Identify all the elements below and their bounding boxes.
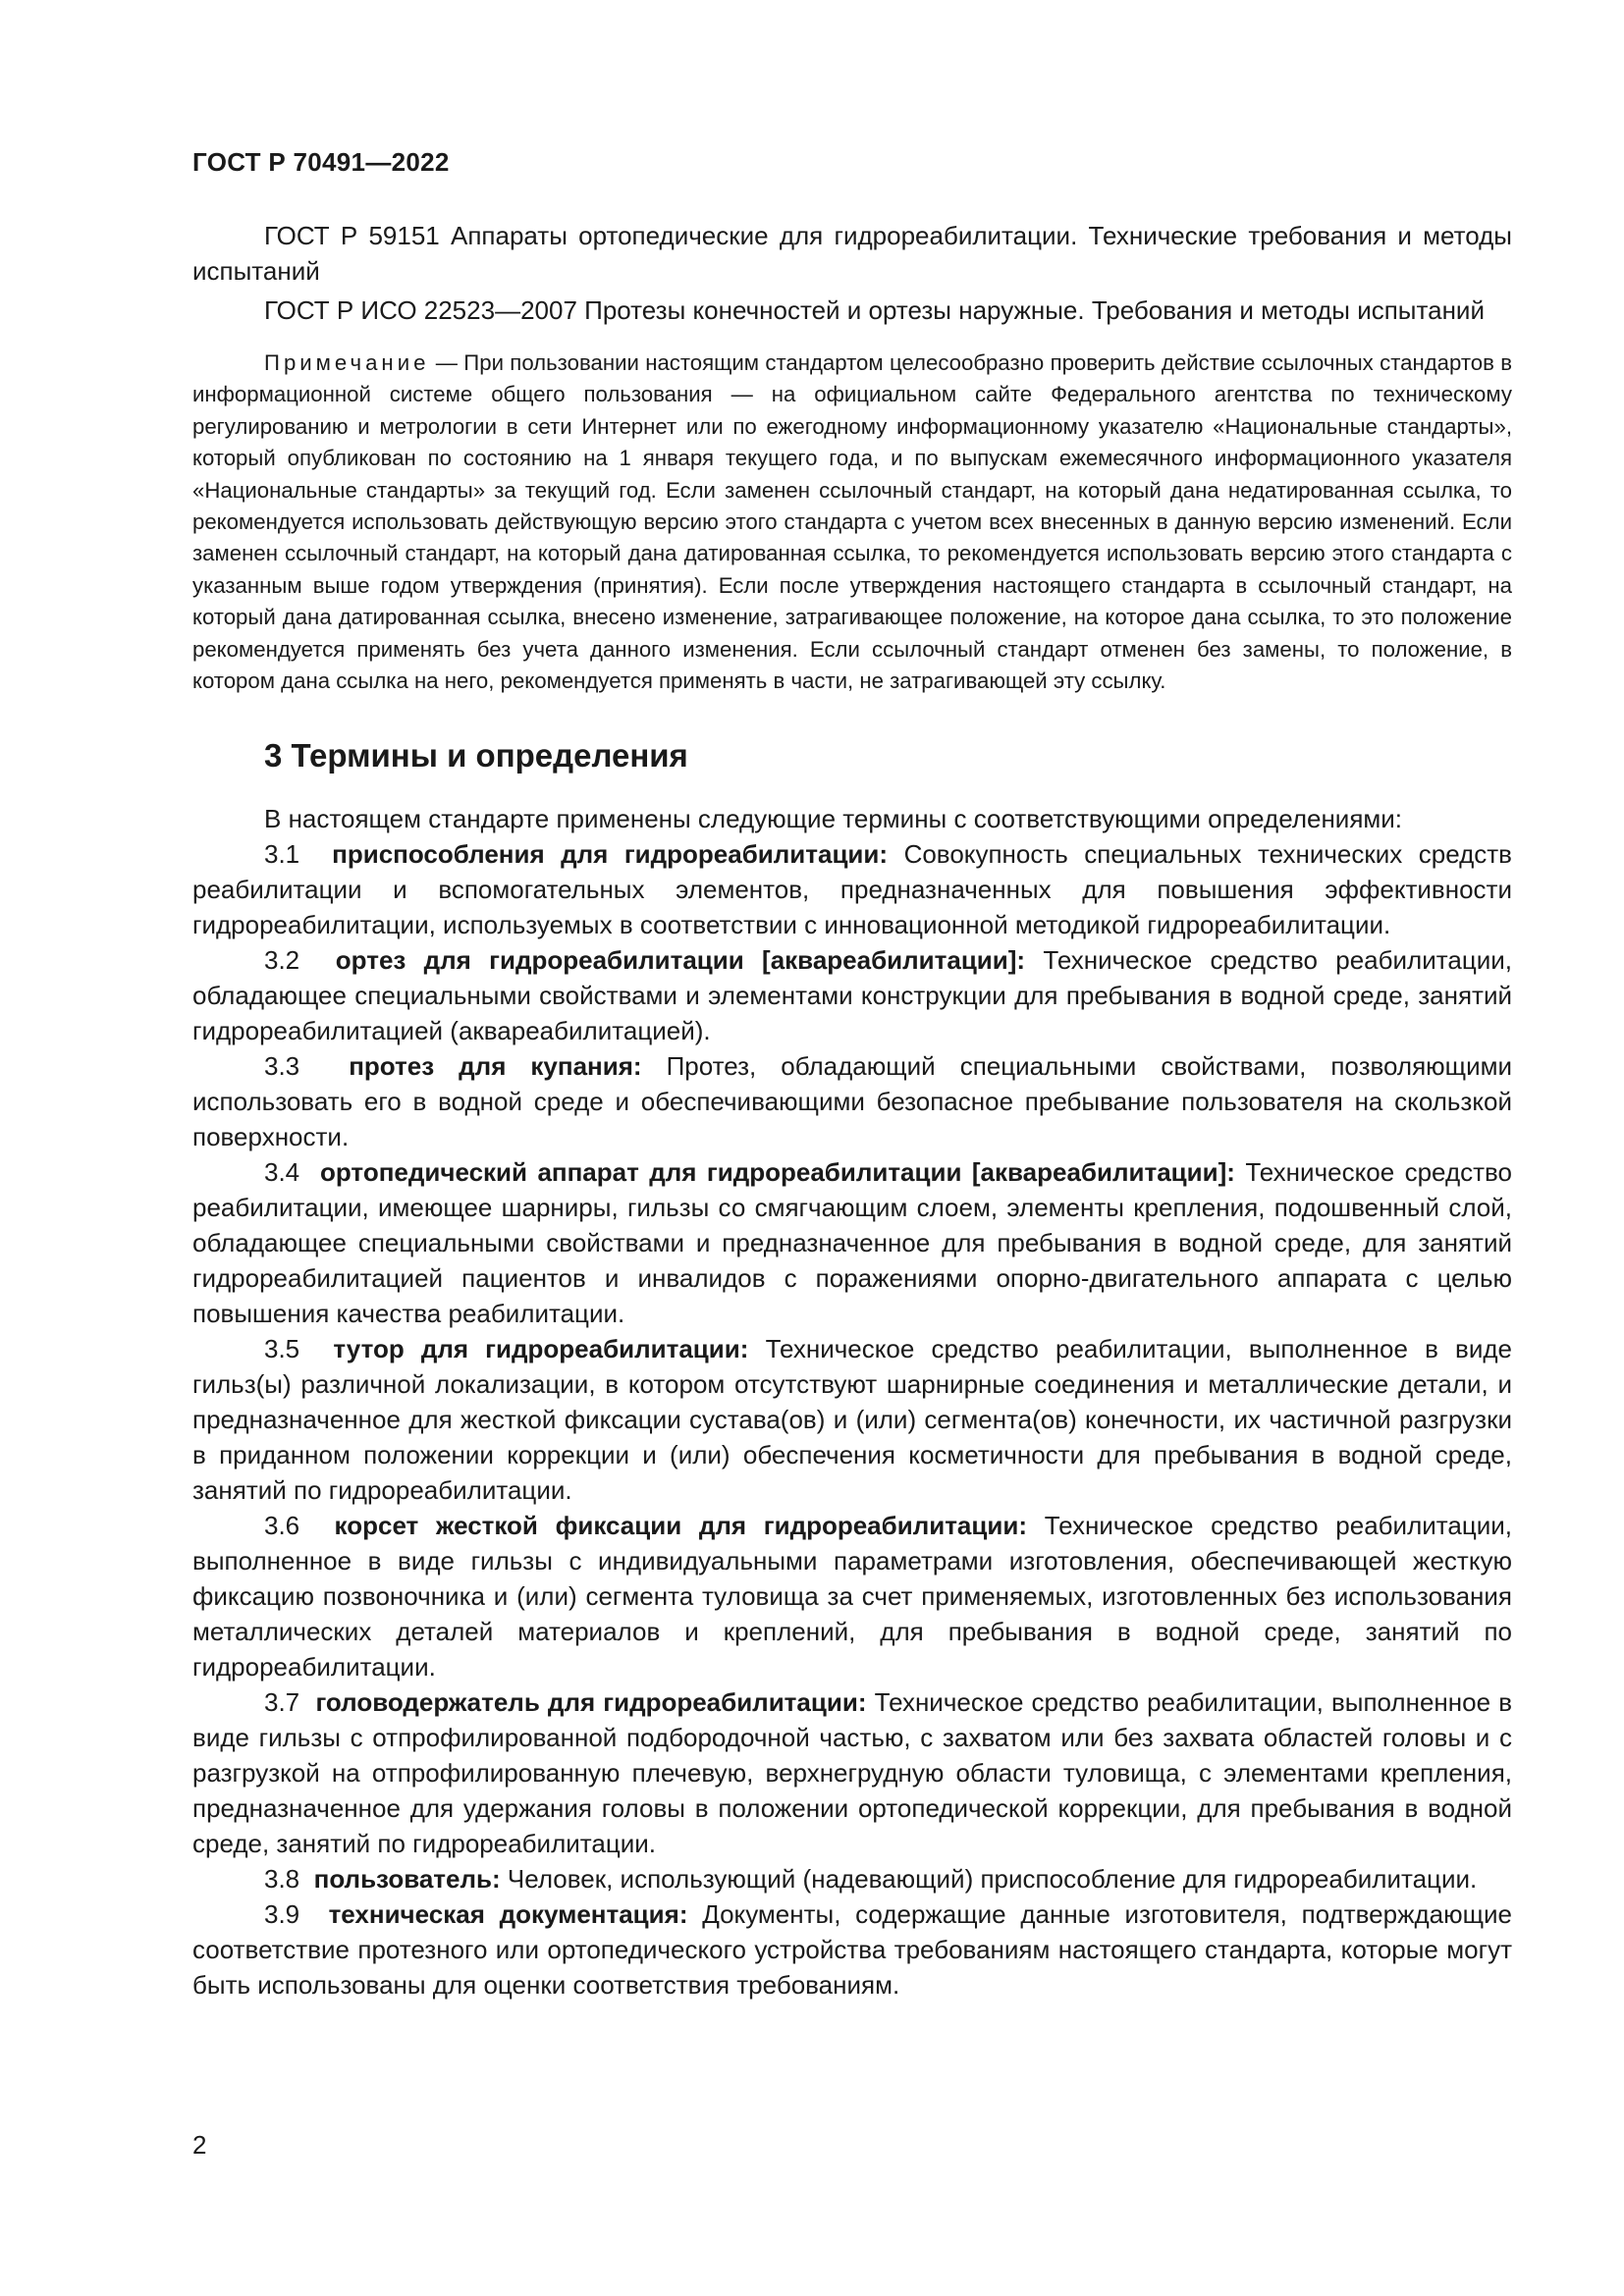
term-name: протез для купания: [349, 1051, 642, 1082]
term-definition [192, 1331, 1512, 1508]
term-number: 3.6 [264, 1511, 300, 1541]
document-body [192, 218, 1512, 2002]
note-label: Примечание [264, 350, 430, 375]
term-text: Документы, содержащие данные изготовителя, подтверждающие соответствие протезного или ортопедического устройства требованиям настоящего стандарта, которые могут быть использованы для оценки соответствия требованиям. [192, 1899, 1512, 2001]
term-number: 3.8 [264, 1864, 300, 1895]
section-intro: В настоящем стандарте применены следующие термины с соответствующими определениями: [264, 804, 1403, 834]
section-heading: 3 Термины и определения [264, 737, 688, 774]
page-number: 2 [192, 2130, 207, 2160]
term-name: ортопедический аппарат для гидрореабилитации [аквареабилитации]: [320, 1157, 1235, 1188]
term-number: 3.7 [264, 1687, 300, 1718]
term-name: головодержатель для гидрореабилитации: [315, 1687, 867, 1718]
term-number: 3.5 [264, 1334, 300, 1364]
term-name: пользователь: [313, 1864, 501, 1895]
term-name: приспособления для гидрореабилитации: [332, 839, 889, 870]
term-text: Техническое средство реабилитации, выполненное в виде гильзы с отпрофилированной подбородочной частью, с захватом или без захвата областей головы и с разгрузкой на отпрофилированную плечевую, верхнегрудную области туловища, с элементами крепления, предназначенное для удержания головы в положении ортопедической коррекции, для пребывания в водной среде, занятий по гидрореабилитации. [192, 1687, 1513, 1859]
term-definition [192, 1508, 1512, 1684]
term-text: Техническое средство реабилитации, выполненное в виде гильз(ы) различной локализации, в котором отсутствуют шарнирные соединения и металлические детали, и предназначенное для жесткой фиксации сустава(ов) и (или) сегмента(ов) конечности, их частичной разгрузки в приданном положении коррекции и (или) обеспечения косметичности для пребывания в водной среде, занятий по гидрореабилитации. [192, 1334, 1512, 1506]
term-text: Техническое средство реабилитации, обладающее специальными свойствами и элементами конструкции для пребывания в водной среде, занятий гидрореабилитацией (аквареабилитацией). [192, 945, 1512, 1046]
term-definition [192, 1048, 1512, 1154]
term-text: Протез, обладающий специальными свойствами, позволяющими использовать его в водной среде и обеспечивающими безопасное пребывание пользователя на скользкой поверхности. [192, 1051, 1512, 1152]
term-number: 3.9 [264, 1899, 300, 1930]
term-definition [192, 1861, 1512, 1896]
term-name: тутор для гидрореабилитации: [333, 1334, 749, 1364]
term-definition [192, 1896, 1512, 2002]
term-number: 3.1 [264, 839, 300, 870]
term-text: Человек, использующий (надевающий) приспособление для гидрореабилитации. [507, 1864, 1478, 1895]
term-name: техническая документация: [328, 1899, 688, 1930]
term-name: корсет жесткой фиксации для гидрореабилитации: [334, 1511, 1027, 1541]
term-text: Техническое средство реабилитации, имеющее шарниры, гильзы со смягчающим слоем, элементы крепления, подошвенный слой, обладающее специальными свойствами и предназначенное для пребывания в водной среде, для занятий гидрореабилитацией пациентов и инвалидов с поражениями опорно-двигательного аппарата с целью повышения качества реабилитации. [192, 1157, 1512, 1329]
term-number: 3.2 [264, 945, 300, 976]
term-number: 3.3 [264, 1051, 300, 1082]
reference-item: ГОСТ Р ИСО 22523—2007 Протезы конечностей и ортезы наружные. Требования и методы испытаний [264, 295, 1485, 325]
term-definition [192, 942, 1512, 1048]
term-text: Техническое средство реабилитации, выполненное в виде гильзы с индивидуальными параметрами изготовления, обеспечивающей жесткую фиксацию позвоночника и (или) сегмента туловища за счет применяемых, изготовленных без использования металлических деталей материалов и креплений, для пребывания в водной среде, занятий по гидрореабилитации. [192, 1511, 1513, 1682]
term-definition [192, 1684, 1512, 1861]
note-text: — При пользовании настоящим стандартом целесообразно проверить действие ссылочных стандартов в информационной системе общего пользования — на официальном сайте Федерального агентства по техническому регулированию и метрологии в сети Интернет или по ежегодному информационному указателю «Национальные стандарты», который опубликован по состоянию на 1 января текущего года, и по выпускам ежемесячного информационного указателя «Национальные стандарты» за текущий год. Если заменен ссылочный стандарт, на который дана недатированная ссылка, то рекомендуется использовать действующую версию этого стандарта с учетом всех внесенных в данную версию изменений. Если заменен ссылочный стандарт, на который дана датированная ссылка, то рекомендуется использовать версию этого стандарта с указанным выше годом утверждения (принятия). Если после утверждения настоящего стандарта в ссылочный стандарт, на который дана датированная ссылка, внесено изменение, затрагивающее положение, на которое дана ссылка, то это положение рекомендуется применять без учета данного изменения. Если ссылочный стандарт отменен без замены, то положение, в котором дана ссылка на него, рекомендуется применять в части, не затрагивающей эту ссылку. [192, 350, 1512, 694]
term-name: ортез для гидрореабилитации [аквареабилитации]: [335, 945, 1026, 976]
term-definition [192, 836, 1512, 942]
document-header: ГОСТ Р 70491—2022 [192, 147, 450, 177]
reference-item: ГОСТ Р 59151 Аппараты ортопедические для гидрореабилитации. Технические требования и методы испытаний [192, 221, 1512, 286]
term-definition [192, 1154, 1512, 1331]
term-text: Совокупность специальных технических средств реабилитации и вспомогательных элементов, предназначенных для повышения эффективности гидрореабилитации, используемых в соответствии с инновационной методикой гидрореабилитации. [192, 839, 1512, 940]
term-number: 3.4 [264, 1157, 300, 1188]
reference-note [192, 347, 1512, 697]
